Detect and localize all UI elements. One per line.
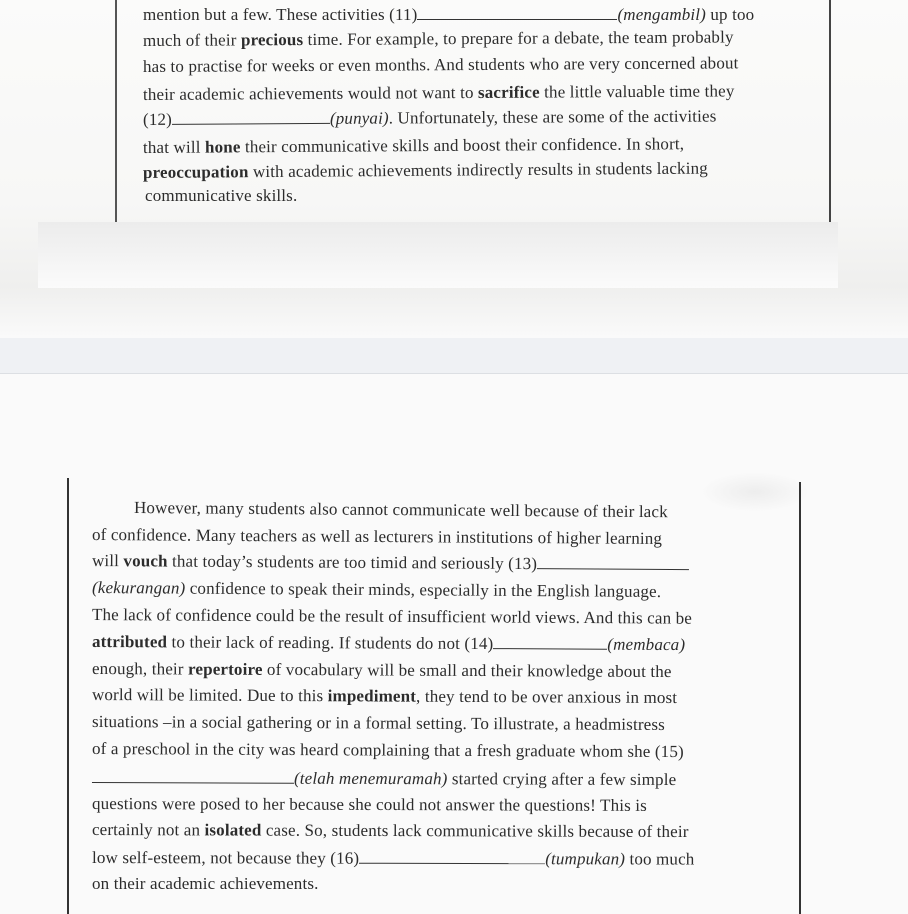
passage-line: enough, their repertoire of vocabulary will be small and their knowledge about the [91, 659, 672, 682]
passage-line: communicative skills. [145, 186, 298, 205]
passage-line: preoccupation with academic achievements indirectly results in students lacking [142, 158, 708, 182]
passage-line: low self-esteem, not because they (16) (tumpukan) too much [91, 848, 695, 869]
answer-blank-14[interactable] [493, 634, 607, 650]
passage-line: certainly not an isolated case. So, students lack communicative skills because of their [91, 820, 689, 842]
passage-line: situations –in a social gathering or in a formal setting. To illustrate, a headmistress [91, 712, 665, 734]
passage-line: world will be limited. Due to this impediment, they tend to be over anxious in most [91, 685, 678, 708]
page-divider [0, 338, 908, 374]
right-border-line [829, 0, 831, 236]
passage-line: of a preschool in the city was heard complaining that a fresh graduate whom she (15) [91, 739, 684, 762]
passage-line: (12) (punyai). Unfortunately, these are some of the activities [142, 106, 717, 129]
passage-line: (kekurangan) confidence to speak their minds, especially in the English language. [91, 578, 662, 601]
answer-blank-12[interactable] [172, 109, 330, 125]
passage-line: that will hone their communicative skills and boost their confidence. In short, [142, 134, 685, 157]
answer-blank-15[interactable] [92, 768, 294, 784]
passage-line: their academic achievements would not want to sacrifice the little valuable time they [142, 81, 735, 104]
page-shadow [38, 222, 838, 288]
passage-line: will vouch that today’s students are too timid and seriously (13) [92, 551, 689, 575]
passage-line: has to practise for weeks or even months. And students who are very concerned about [142, 53, 739, 76]
left-border-line [115, 0, 117, 222]
top-page-photo [0, 0, 908, 338]
passage-line: attributed to their lack of reading. If students do not (14) (membaca) [91, 632, 686, 655]
passage-line: questions were posed to her because she could not answer the questions! This is [91, 794, 647, 815]
right-border-line [799, 482, 801, 914]
passage-line: However, many students also cannot communicate well because of their lack [133, 498, 668, 522]
left-border-line [67, 478, 69, 914]
passage-line: (telah menemuramah) started crying after a few simple [92, 768, 676, 790]
passage-line: The lack of confidence could be the result of insufficient world views. And this can be [91, 605, 693, 628]
passage-line: much of their precious time. For example, to prepare for a debate, the team probably [142, 27, 734, 50]
bottom-page-photo [0, 374, 908, 914]
answer-blank-11[interactable] [417, 5, 617, 20]
passage-line: on their academic achievements. [92, 874, 319, 893]
answer-blank-13[interactable] [537, 554, 689, 570]
answer-blank-16[interactable] [359, 849, 545, 864]
passage-line: of confidence. Many teachers as well as lecturers in institutions of higher learning [91, 525, 663, 548]
passage-line: mention but a few. These activities (11) (mengambil) up too [143, 5, 755, 24]
